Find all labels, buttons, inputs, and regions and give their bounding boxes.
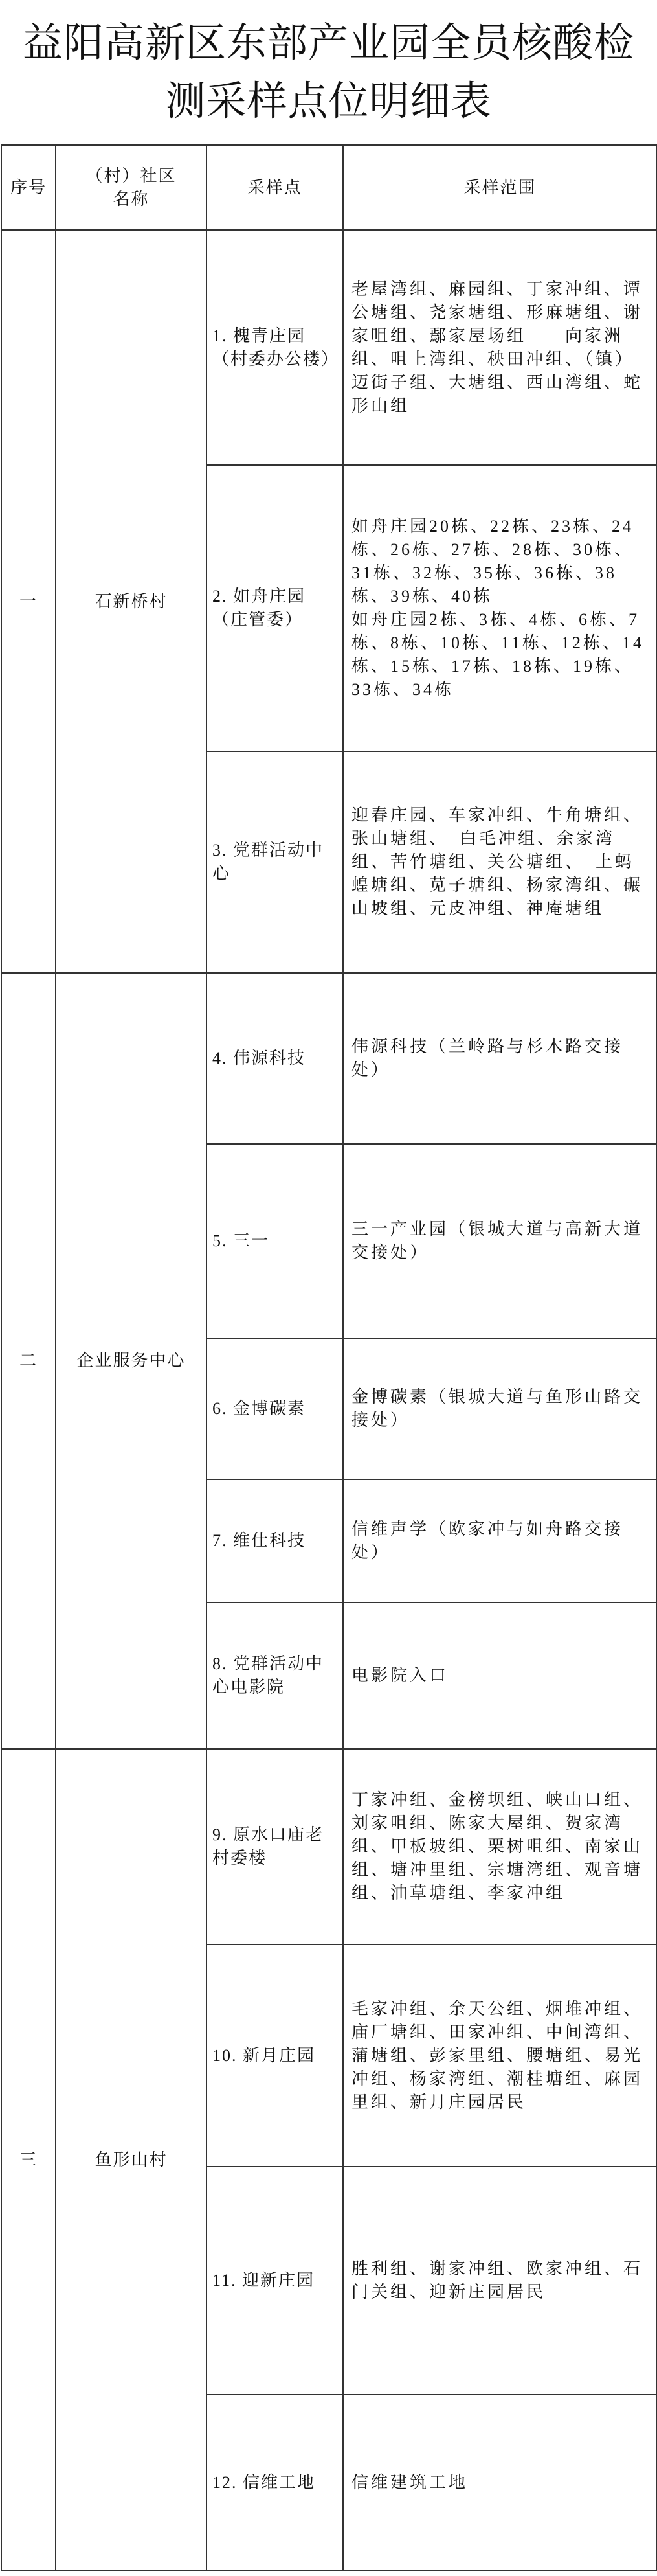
table-row	[1, 1749, 657, 1944]
sampling-point-label: 2. 如舟庄园（庄管委）	[212, 587, 306, 629]
header-community-label: （村）社区名称	[85, 166, 177, 209]
sampling-scope-text: 如舟庄园2栋、3栋、4栋、6栋、7栋、8栋、10栋、11栋、12栋、14栋、15栋、17栋、18栋、19栋、33栋、34栋	[351, 610, 645, 699]
sampling-point-label: 5. 三一	[212, 1231, 270, 1250]
table-row	[1, 973, 657, 1144]
sampling-point-label: 1. 槐青庄园（村委办公楼）	[212, 326, 340, 369]
sampling-scope-text: 胜利组、谢家冲组、欧家冲组、石门关组、迎新庄园居民	[351, 2259, 643, 2301]
sampling-points-table	[1, 144, 657, 2571]
sampling-scope-text: 金博碳素（银城大道与鱼形山路交接处）	[351, 1387, 643, 1430]
sampling-scope-text: 迎春庄园、车家冲组、牛角塘组、张山塘组、 白毛冲组、余家湾组、苦竹塘组、关公塘组、 上蚂蝗塘组、苋子塘组、杨家湾组、碾山坡组、元皮冲组、神庵塘组	[351, 806, 643, 918]
header-point: 采样点	[206, 145, 343, 230]
header-row	[1, 145, 657, 230]
sampling-point-label: 11. 迎新庄园	[212, 2271, 315, 2290]
sampling-point-cell	[206, 1944, 343, 2167]
sampling-point-cell	[206, 1749, 343, 1944]
community-cell: 石新桥村	[56, 230, 206, 973]
sampling-scope-cell	[343, 1749, 657, 1944]
sampling-scope-text: 信维建筑工地	[351, 2473, 469, 2492]
sampling-point-cell	[206, 1338, 343, 1479]
group-index-cell: 一	[1, 230, 56, 973]
table-header	[1, 145, 657, 230]
sampling-scope-text: 三一产业园（银城大道与高新大道交接处）	[351, 1220, 643, 1262]
sampling-point-cell	[206, 230, 343, 465]
sampling-point-cell	[206, 1479, 343, 1602]
sampling-point-cell	[206, 2167, 343, 2395]
sampling-point-cell	[206, 973, 343, 1144]
sampling-point-label: 8. 党群活动中心电影院	[212, 1654, 324, 1696]
sampling-scope-cell	[343, 1602, 657, 1749]
sampling-scope-cell	[343, 1144, 657, 1338]
sampling-point-cell	[206, 2395, 343, 2571]
sampling-point-cell	[206, 465, 343, 751]
sampling-scope-cell	[343, 465, 657, 751]
community-cell: 企业服务中心	[56, 973, 206, 1749]
sampling-point-label: 12. 信维工地	[212, 2473, 316, 2492]
table-row	[1, 230, 657, 465]
sampling-scope-cell	[343, 751, 657, 973]
group-index-cell: 三	[1, 1749, 56, 2571]
sampling-scope-text: 信维声学（欧家冲与如舟路交接处）	[351, 1520, 624, 1562]
sampling-scope-cell	[343, 1479, 657, 1602]
community-cell: 鱼形山村	[56, 1749, 206, 2571]
sampling-scope-text: 毛家冲组、余天公组、烟堆冲组、庙厂塘组、田家冲组、中间湾组、蒲塘组、彭家里组、腰塘组、易光冲组、杨家湾组、潮桂塘组、麻园里组、新月庄园居民	[351, 1999, 643, 2112]
sampling-point-label: 7. 维仕科技	[212, 1531, 306, 1550]
sampling-point-label: 4. 伟源科技	[212, 1049, 306, 1067]
sampling-scope-cell	[343, 1338, 657, 1479]
sampling-point-label: 6. 金博碳素	[212, 1399, 306, 1418]
page-title: 益阳高新区东部产业园全员核酸检测采样点位明细表	[22, 21, 634, 124]
sampling-scope-text: 老屋湾组、麻园组、丁家冲组、谭公塘组、尧家塘组、形麻塘组、谢家咀组、鄢家屋场组 向家洲组、咀上湾组、秧田冲组、（镇）迈街子组、大塘组、西山湾组、蛇形山组	[351, 279, 643, 415]
sampling-point-label: 10. 新月庄园	[212, 2046, 316, 2065]
sampling-scope-cell	[343, 973, 657, 1144]
sampling-point-label: 9. 原水口庙老村委楼	[212, 1825, 324, 1867]
sampling-point-label: 3. 党群活动中心	[212, 841, 324, 883]
sampling-scope-cell	[343, 2395, 657, 2571]
sampling-point-cell	[206, 1602, 343, 1749]
group-index-cell: 二	[1, 973, 56, 1749]
header-community	[56, 145, 206, 230]
sampling-scope-text: 伟源科技（兰岭路与杉木路交接处）	[351, 1037, 624, 1079]
sampling-scope-text: 丁家冲组、金榜坝组、峡山口组、刘家咀组、陈家大屋组、贺家湾组、甲板坡组、栗树咀组、南家山组、塘冲里组、宗塘湾组、观音塘组、油草塘组、李家冲组	[351, 1790, 643, 1902]
table-body	[1, 230, 657, 2571]
sampling-scope-cell	[343, 230, 657, 465]
header-scope: 采样范围	[343, 145, 657, 230]
sampling-scope-cell	[343, 1944, 657, 2167]
sampling-point-cell	[206, 1144, 343, 1338]
header-index: 序号	[1, 145, 56, 230]
sampling-point-cell	[206, 751, 343, 973]
sampling-scope-text: 如舟庄园20栋、22栋、23栋、24栋、26栋、27栋、28栋、30栋、31栋、32栋、35栋、36栋、38栋、39栋、40栋	[351, 517, 634, 606]
sampling-scope-cell	[343, 2167, 657, 2395]
sampling-scope-text: 电影院入口	[351, 1666, 449, 1685]
